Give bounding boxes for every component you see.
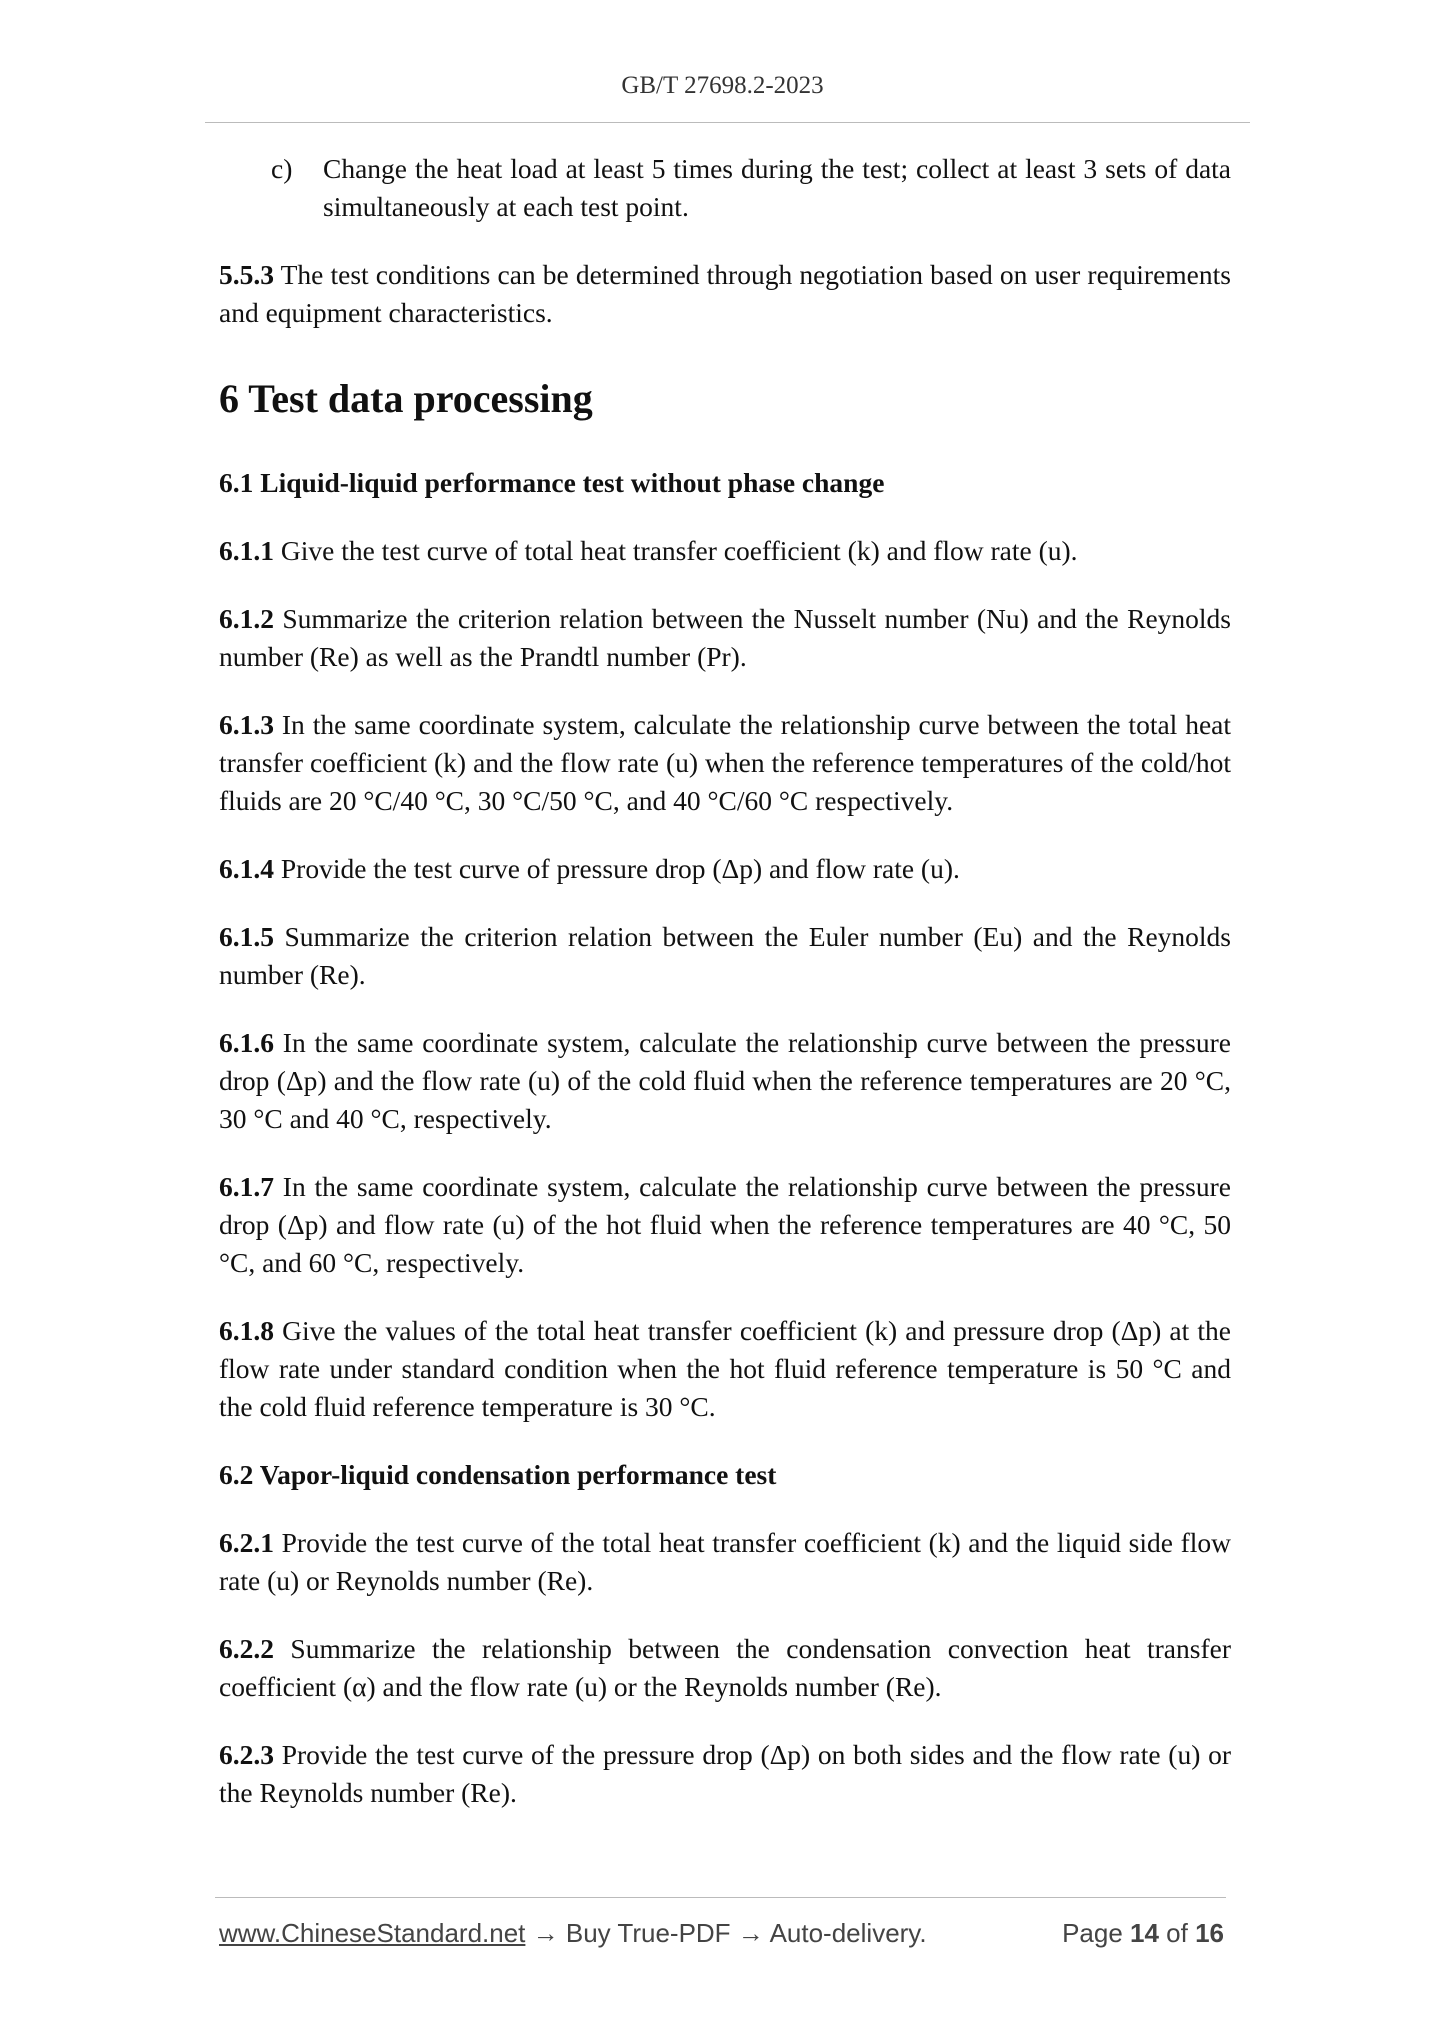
clause-text: Summarize the criterion relation between the Euler number (Eu) and the Reynolds number (Re). [219,921,1231,990]
clause-text: Provide the test curve of the pressure drop (Δp) on both sides and the flow rate (u) or the Reynolds number (Re). [219,1739,1231,1808]
clause-text: Give the values of the total heat transfer coefficient (k) and pressure drop (Δp) at the flow rate under standard condition when the hot fluid reference temperature is 50 °C and the cold fluid reference temperature is 30 °C. [219,1315,1231,1422]
clause-6-1-4 [219,850,1231,888]
clause-text: Give the test curve of total heat transfer coefficient (k) and flow rate (u). [274,535,1078,566]
document-body [219,150,1231,1842]
clause-number: 6.2.3 [219,1739,274,1770]
clause-6-1-7 [219,1168,1231,1282]
clause-6-1-8 [219,1312,1231,1426]
footer-tagline: → Buy True-PDF → Auto-delivery. [525,1918,927,1948]
clause-6-1-5 [219,918,1231,994]
clause-text: In the same coordinate system, calculate the relationship curve between the total heat transfer coefficient (k) and the flow rate (u) when the reference temperatures of the cold/hot fluids are 20 °C/40 °C, 30 °C/50 °C, and 40 °C/60 °C respectively. [219,709,1231,816]
clause-6-1-6 [219,1024,1231,1138]
clause-text: Provide the test curve of pressure drop (Δp) and flow rate (u). [274,853,960,884]
current-page-number: 14 [1130,1918,1159,1948]
clause-number: 6.1.1 [219,535,274,566]
list-marker: c) [271,153,293,184]
page-label: Page [1062,1918,1131,1948]
clause-number: 6.1.4 [219,853,274,884]
section-heading-6: 6 Test data processing [219,376,593,421]
clause-number: 6.1.3 [219,709,274,740]
clause-text: Summarize the relationship between the condensation convection heat transfer coefficient (α) and the flow rate (u) or the Reynolds number (Re). [219,1633,1231,1702]
header-divider [205,122,1250,123]
list-text: Change the heat load at least 5 times during the test; collect at least 3 sets of data simultaneously at each test point. [323,153,1231,222]
clause-6-1-3 [219,706,1231,820]
clause-text: In the same coordinate system, calculate the relationship curve between the pressure drop (Δp) and flow rate (u) of the hot fluid when the reference temperatures are 40 °C, 50 °C, and 60 °C, respectively. [219,1171,1231,1278]
clause-text: Provide the test curve of the total heat transfer coefficient (k) and the liquid side flow rate (u) or Reynolds number (Re). [219,1527,1231,1596]
page-indicator [1062,1918,1224,1949]
clause-5-5-3 [219,256,1231,332]
document-header-title: GB/T 27698.2-2023 [621,72,824,99]
clause-number: 6.1.6 [219,1027,274,1058]
clause-number: 6.1.7 [219,1171,274,1202]
clause-6-1-2 [219,600,1231,676]
footer-divider [215,1897,1226,1898]
clause-6-2-3 [219,1736,1231,1812]
clause-number: 5.5.3 [219,259,274,290]
clause-number: 6.1.8 [219,1315,274,1346]
of-label: of [1158,1918,1196,1948]
clause-number: 6.1.5 [219,921,274,952]
clause-text: Summarize the criterion relation between the Nusselt number (Nu) and the Reynolds number (Re) as well as the Prandtl number (Pr). [219,603,1231,672]
clause-text: The test conditions can be determined through negotiation based on user requirements and equipment characteristics. [219,259,1231,328]
clause-text: In the same coordinate system, calculate the relationship curve between the pressure drop (Δp) and the flow rate (u) of the cold fluid when the reference temperatures are 20 °C, 30 °C and 40 °C, respectively. [219,1027,1231,1134]
clause-6-2-2 [219,1630,1231,1706]
footer-promo [219,1918,927,1949]
website-link[interactable]: www.ChineseStandard.net [219,1918,526,1948]
clause-number: 6.2.1 [219,1527,274,1558]
list-item-c [219,150,1231,226]
total-page-count: 16 [1195,1918,1224,1948]
clause-number: 6.1.2 [219,603,274,634]
subsection-heading-6-1: 6.1 Liquid-liquid performance test without phase change [219,467,885,498]
clause-number: 6.2.2 [219,1633,274,1664]
clause-6-1-1 [219,532,1231,570]
subsection-heading-6-2: 6.2 Vapor-liquid condensation performance test [219,1459,777,1490]
clause-6-2-1 [219,1524,1231,1600]
